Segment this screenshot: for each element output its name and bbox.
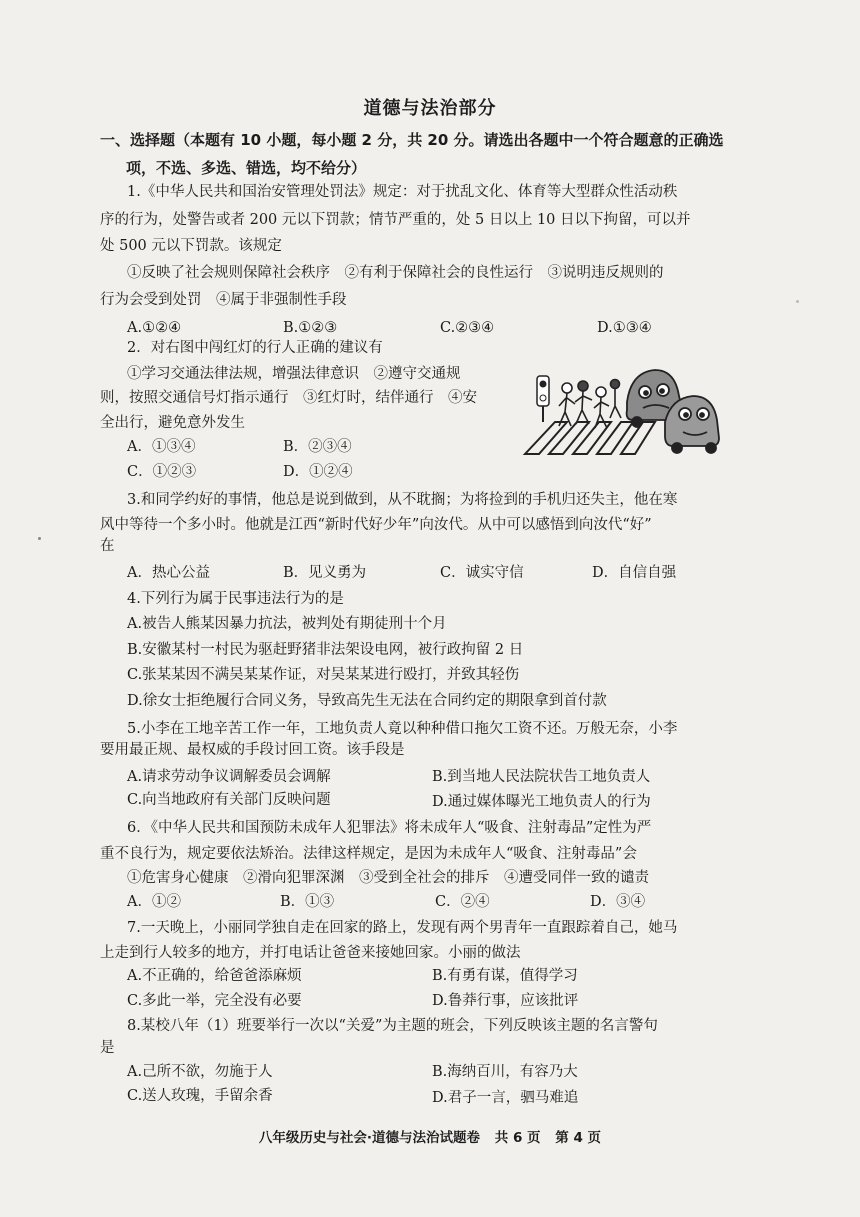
q8-option-d[interactable]: D.君子一言，驷马难追 bbox=[432, 1090, 579, 1106]
q3-option-b[interactable]: B．见义勇为 bbox=[283, 565, 367, 581]
q1-option-d[interactable]: D.①③④ bbox=[597, 320, 652, 336]
q5-option-d[interactable]: D.通过媒体曝光工地负责人的行为 bbox=[432, 794, 651, 810]
jaywalking-illustration bbox=[515, 362, 725, 462]
q7-option-b[interactable]: B.有勇有谋，值得学习 bbox=[432, 968, 578, 984]
q7-stem-line-2: 上走到行人较多的地方，并打电话让爸爸来接她回家。小丽的做法 bbox=[100, 945, 521, 961]
footer-current-page: 第 4 页 bbox=[555, 1130, 602, 1146]
q8-stem-line-1: 8.某校八年（1）班要举行一次以“关爱”为主题的班会，下列反映该主题的名言警句 bbox=[127, 1018, 658, 1034]
q4-option-b[interactable]: B.安徽某村一村民为驱赶野猪非法架设电网，被行政拘留 2 日 bbox=[127, 642, 524, 658]
q1-stem-line-3: 处 500 元以下罚款。该规定 bbox=[100, 238, 282, 254]
page-footer bbox=[0, 1126, 860, 1146]
q8-stem-line-2: 是 bbox=[100, 1040, 115, 1056]
q1-option-b[interactable]: B.①②③ bbox=[283, 320, 338, 336]
q5-stem-line-2: 要用最正规、最权威的手段讨回工资。该手段是 bbox=[100, 742, 405, 758]
q2-option-c[interactable]: C．①②③ bbox=[127, 464, 197, 480]
q7-stem-line-1: 7.一天晚上，小丽同学独自走在回家的路上，发现有两个男青年一直跟踪着自己，她马 bbox=[127, 920, 678, 936]
q2-items-line-3: 全出行，避免意外发生 bbox=[100, 415, 245, 431]
q1-option-c[interactable]: C.②③④ bbox=[440, 320, 495, 336]
q2-items-line-1: ①学习交通法律法规，增强法律意识 ②遵守交通规 bbox=[127, 366, 461, 382]
q5-option-a[interactable]: A.请求劳动争议调解委员会调解 bbox=[127, 769, 331, 785]
q3-option-d[interactable]: D．自信自强 bbox=[592, 565, 677, 581]
q2-option-d[interactable]: D．①②④ bbox=[283, 464, 353, 480]
q3-stem-line-3: 在 bbox=[100, 538, 115, 554]
q7-option-c[interactable]: C.多此一举，完全没有必要 bbox=[127, 993, 302, 1009]
q6-items: ①危害身心健康 ②滑向犯罪深渊 ③受到全社会的排斥 ④遭受同伴一致的谴责 bbox=[127, 870, 649, 886]
q5-option-b[interactable]: B.到当地人民法院状告工地负责人 bbox=[432, 769, 651, 785]
section-heading-line-2: 项，不选、多选、错选，均不给分） bbox=[126, 159, 367, 177]
q1-items-line-2: 行为会受到处罚 ④属于非强制性手段 bbox=[100, 292, 347, 308]
q3-option-c[interactable]: C．诚实守信 bbox=[440, 565, 524, 581]
q6-option-d[interactable]: D．③④ bbox=[590, 894, 646, 910]
car-icons bbox=[627, 370, 719, 453]
q1-option-a[interactable]: A.①②④ bbox=[127, 320, 182, 336]
q8-option-a[interactable]: A.己所不欲，勿施于人 bbox=[127, 1064, 273, 1080]
q7-option-a[interactable]: A.不正确的，给爸爸添麻烦 bbox=[127, 968, 302, 984]
q5-option-c[interactable]: C.向当地政府有关部门反映问题 bbox=[127, 792, 331, 808]
q3-option-a[interactable]: A．热心公益 bbox=[127, 565, 210, 581]
q4-option-d[interactable]: D.徐女士拒绝履行合同义务，导致高先生无法在合同约定的期限拿到首付款 bbox=[127, 693, 607, 709]
q6-option-a[interactable]: A．①② bbox=[127, 894, 181, 910]
q1-stem-line-2: 序的行为，处警告或者 200 元以下罚款；情节严重的，处 5 日以上 10 日以下拘留，可以并 bbox=[100, 212, 691, 228]
scan-speck bbox=[796, 300, 799, 303]
footer-subject: 八年级历史与社会·道德与法治试题卷 bbox=[258, 1130, 481, 1146]
q6-stem-line-2: 重不良行为，规定要依法矫治。法律这样规定，是因为未成年人“吸食、注射毒品”会 bbox=[100, 846, 637, 862]
q5-stem-line-1: 5.小李在工地辛苦工作一年，工地负责人竟以种种借口拖欠工资不还。万般无奈，小李 bbox=[127, 721, 678, 737]
q4-stem: 4.下列行为属于民事违法行为的是 bbox=[127, 591, 344, 607]
q6-option-c[interactable]: C．②④ bbox=[435, 894, 490, 910]
q6-option-b[interactable]: B．①③ bbox=[280, 894, 335, 910]
pedestrian-group-icon bbox=[559, 380, 621, 429]
q2-stem: 2．对右图中闯红灯的行人正确的建议有 bbox=[127, 340, 383, 356]
q2-items-line-2: 则，按照交通信号灯指示通行 ③红灯时，结伴通行 ④安 bbox=[100, 390, 477, 406]
section-heading bbox=[100, 126, 740, 182]
q4-option-a[interactable]: A.被告人熊某因暴力抗法，被判处有期徒刑十个月 bbox=[127, 616, 447, 632]
q8-option-c[interactable]: C.送人玫瑰，手留余香 bbox=[127, 1088, 273, 1104]
q7-option-d[interactable]: D.鲁莽行事，应该批评 bbox=[432, 993, 579, 1009]
page-title: 道德与法治部分 bbox=[363, 98, 497, 119]
q3-stem-line-1: 3.和同学约好的事情，他总是说到做到，从不耽搁；为将捡到的手机归还失主，他在寒 bbox=[127, 492, 678, 508]
section-heading-line-1: 一、选择题（本题有 10 小题，每小题 2 分，共 20 分。请选出各题中一个符合题意的正确选 bbox=[100, 131, 724, 149]
traffic-light-icon bbox=[537, 376, 549, 422]
q1-stem-line-1: 1.《中华人民共和国治安管理处罚法》规定：对于扰乱文化、体育等大型群众性活动秩 bbox=[127, 184, 678, 200]
q2-option-b[interactable]: B．②③④ bbox=[283, 439, 352, 455]
q6-stem-line-1: 6．《中华人民共和国预防未成年人犯罪法》将未成年人“吸食、注射毒品”定性为严 bbox=[127, 820, 652, 836]
footer-page-count: 共 6 页 bbox=[494, 1130, 541, 1146]
q1-items-line-1: ①反映了社会规则保障社会秩序 ②有利于保障社会的良性运行 ③说明违反规则的 bbox=[127, 265, 664, 281]
scan-speck bbox=[38, 537, 41, 540]
q3-stem-line-2: 风中等待一个多小时。他就是江西“新时代好少年”向汝代。从中可以感悟到向汝代“好” bbox=[100, 517, 652, 533]
q4-option-c[interactable]: C.张某某因不满吴某某作证，对吴某某进行殴打，并致其轻伤 bbox=[127, 667, 520, 683]
q8-option-b[interactable]: B.海纳百川，有容乃大 bbox=[432, 1064, 578, 1080]
q2-option-a[interactable]: A．①③④ bbox=[127, 439, 196, 455]
